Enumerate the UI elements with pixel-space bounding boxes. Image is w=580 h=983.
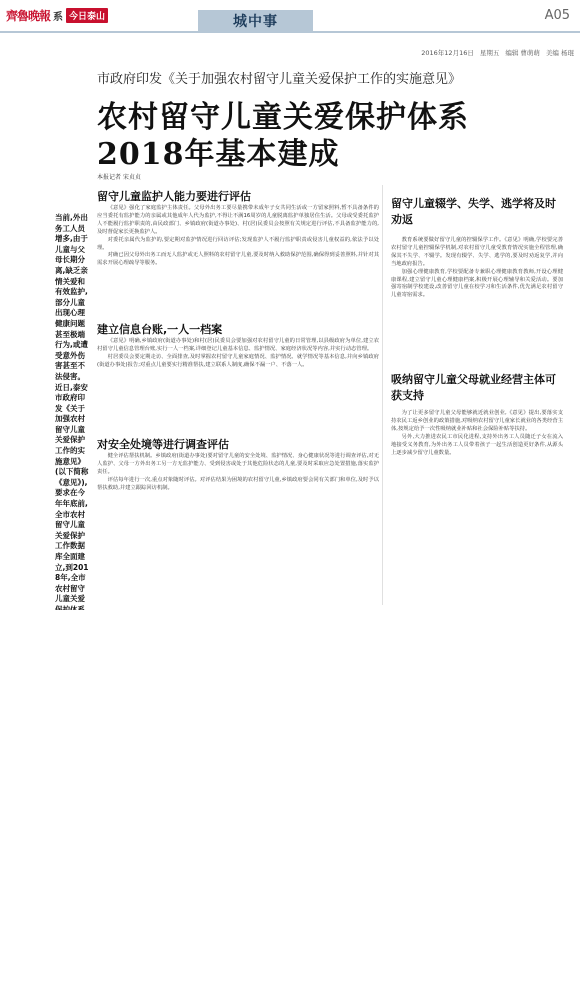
paragraph: 《意见》明确,乡镇政府(街道办事处)和村(居)民委员会要加强对农村留守儿童的日常管理,以县级政府为单位,建立农村留守儿童信息管理台账,实行一人一档案,详细登记儿童基本信息、监护情况、家庭经济状况等内容,并实行动态管理。 [97,338,379,352]
header-rule [0,31,580,33]
paragraph: 教育系统要做好留守儿童的控辍保学工作。《意见》明确,学校要完善农村留守儿童控辍保学机制,对农村留守儿童受教育情况实施全程管理,确保其不失学、不辍学。发现有辍学、失学、逃学的,要及时劝返复学,并向当地政府报告。 [391,237,563,267]
column-divider [382,185,383,605]
paragraph: 对确已因父母外出务工而无人监护或无人照料的农村留守儿童,要及时纳入救助保护范围,确保得到妥善照料,并针对其需求开展心理疏导等服务。 [97,252,379,267]
paragraph: 村居委员会要定期走访、全面排查,及时掌握农村留守儿童家庭情况、监护情况、就学情况等基本信息,并向乡镇政府(街道办事处)报告;对重点儿童要实行精准帮扶,建立联系人制度,确保不漏一户、不落一人。 [97,353,379,368]
blank-lower-area [0,610,580,983]
paragraph: 另外,大力推进农民工市民化进程,支持外出务工人员随迁子女在流入地接受义务教育,为外出务工人员带着孩子一起生活创造更好条件,从源头上逐步减少留守儿童数量。 [391,433,563,456]
paragraph: 健全评估帮扶机制。乡镇政府(街道办事处)要对留守儿童的安全处境、监护情况、身心健康状况等进行调查评估,对无人监护、父母一方外出务工另一方无监护能力、受到侵害或处于其他危险状态的儿童,要及时采取应急处置措施,落实监护责任。 [97,453,379,475]
brand-suffix: 系 [53,11,64,23]
byline: 本报记者 宋贞贞 [97,174,141,181]
dateline [421,48,574,57]
right-section-2 [391,410,563,457]
page-number: A05 [544,8,570,23]
headline-kicker: 市政府印发《关于加强农村留守儿童关爱保护工作的实施意见》 [97,72,462,87]
article-section-3 [97,453,379,493]
brand-name: 齊魯晚報 [6,8,51,23]
subhead-parent-employment: 吸纳留守儿童父母就业经营主体可获支持 [391,373,556,402]
paragraph: 加强心理健康教育,学校要配备专兼职心理健康教育教师,开设心理健康课程,建立留守儿童心理健康档案,积极开展心理辅导和关爱活动。要加强寄宿制学校建设,改善留守儿童在校学习和生活条件,优先满足农村留守儿童寄宿需求。 [391,268,563,299]
brand-tag: 今日泰山 [66,8,108,23]
paragraph: 《意见》强化了家庭监护主体责任。父母外出务工要尽量携带未成年子女共同生活或一方留家照料,暂不具备条件的应当委托有监护能力的亲属或其他成年人代为监护,不得让不满16周岁的儿童脱离监护单独居住生活。父母或受委托监护人不能履行监护职责的,由民政部门、乡镇政府(街道办事处)、村(居)民委员会按照有关规定进行评估,不具备监护能力的,及时督促家长更换监护人。 [97,205,379,235]
right-section-1 [391,237,563,300]
weekday: 星期五 [479,49,500,57]
date: 2016年12月16日 [421,49,474,57]
paragraph: 对委托亲属代为监护的,要定期对监护情况进行回访评估;发现监护人不履行监护职责或侵害儿童权益的,依法予以处理。 [97,236,379,251]
subhead-safety-survey: 对安全处境等进行调查评估 [97,438,229,451]
lead-sidebar: 当前,外出务工人员增多,由于儿童与父母长期分离,缺乏亲情关爱和有效监护,部分儿童出现心理健康问题甚至极端行为,或遭受意外伤害甚至不法侵害。近日,泰安市政府印发《关于加强农村留守儿童关爱保护工作的实施意见》(以下简称《意见》),要求在今年年底前,全市农村留守儿童关爱保护工作数据库全面建立,到2018年,全市农村留守儿童关爱 [55,213,89,604]
headline-line-1: 农村留守儿童关爱保护体系 [97,100,469,135]
paragraph: 为了让更多留守儿童父母能够就近就业创业,《意见》提出,要落实支持农民工返乡创业的政策措施,对吸纳农村留守儿童家长就业的各类经营主体,按规定给予一次性吸纳就业补贴和社会保险补贴等扶持。 [391,410,563,432]
masthead [0,0,580,42]
subhead-dropout-return: 留守儿童辍学、失学、逃学将及时劝返 [391,197,556,226]
article-section-2 [97,338,379,370]
article-section-1 [97,205,379,268]
subhead-info-ledger: 建立信息台账,一人一档案 [97,323,223,336]
art-editor: 美编 杨琨 [545,49,574,57]
headline-line-2: 2018年基本建成 [97,137,340,172]
editor: 编辑 曹萌萌 [505,49,540,57]
brand-logo [6,6,108,24]
section-title: 城中事 [198,10,313,32]
subhead-guardian-assessment: 留守儿童监护人能力要进行评估 [97,190,251,203]
paragraph: 评估每年进行一次,重点对象随时评估。对评估结果为困境的农村留守儿童,乡镇政府要会同有关部门和单位,及时予以帮扶救助,并建立跟踪回访机制。 [97,476,379,491]
